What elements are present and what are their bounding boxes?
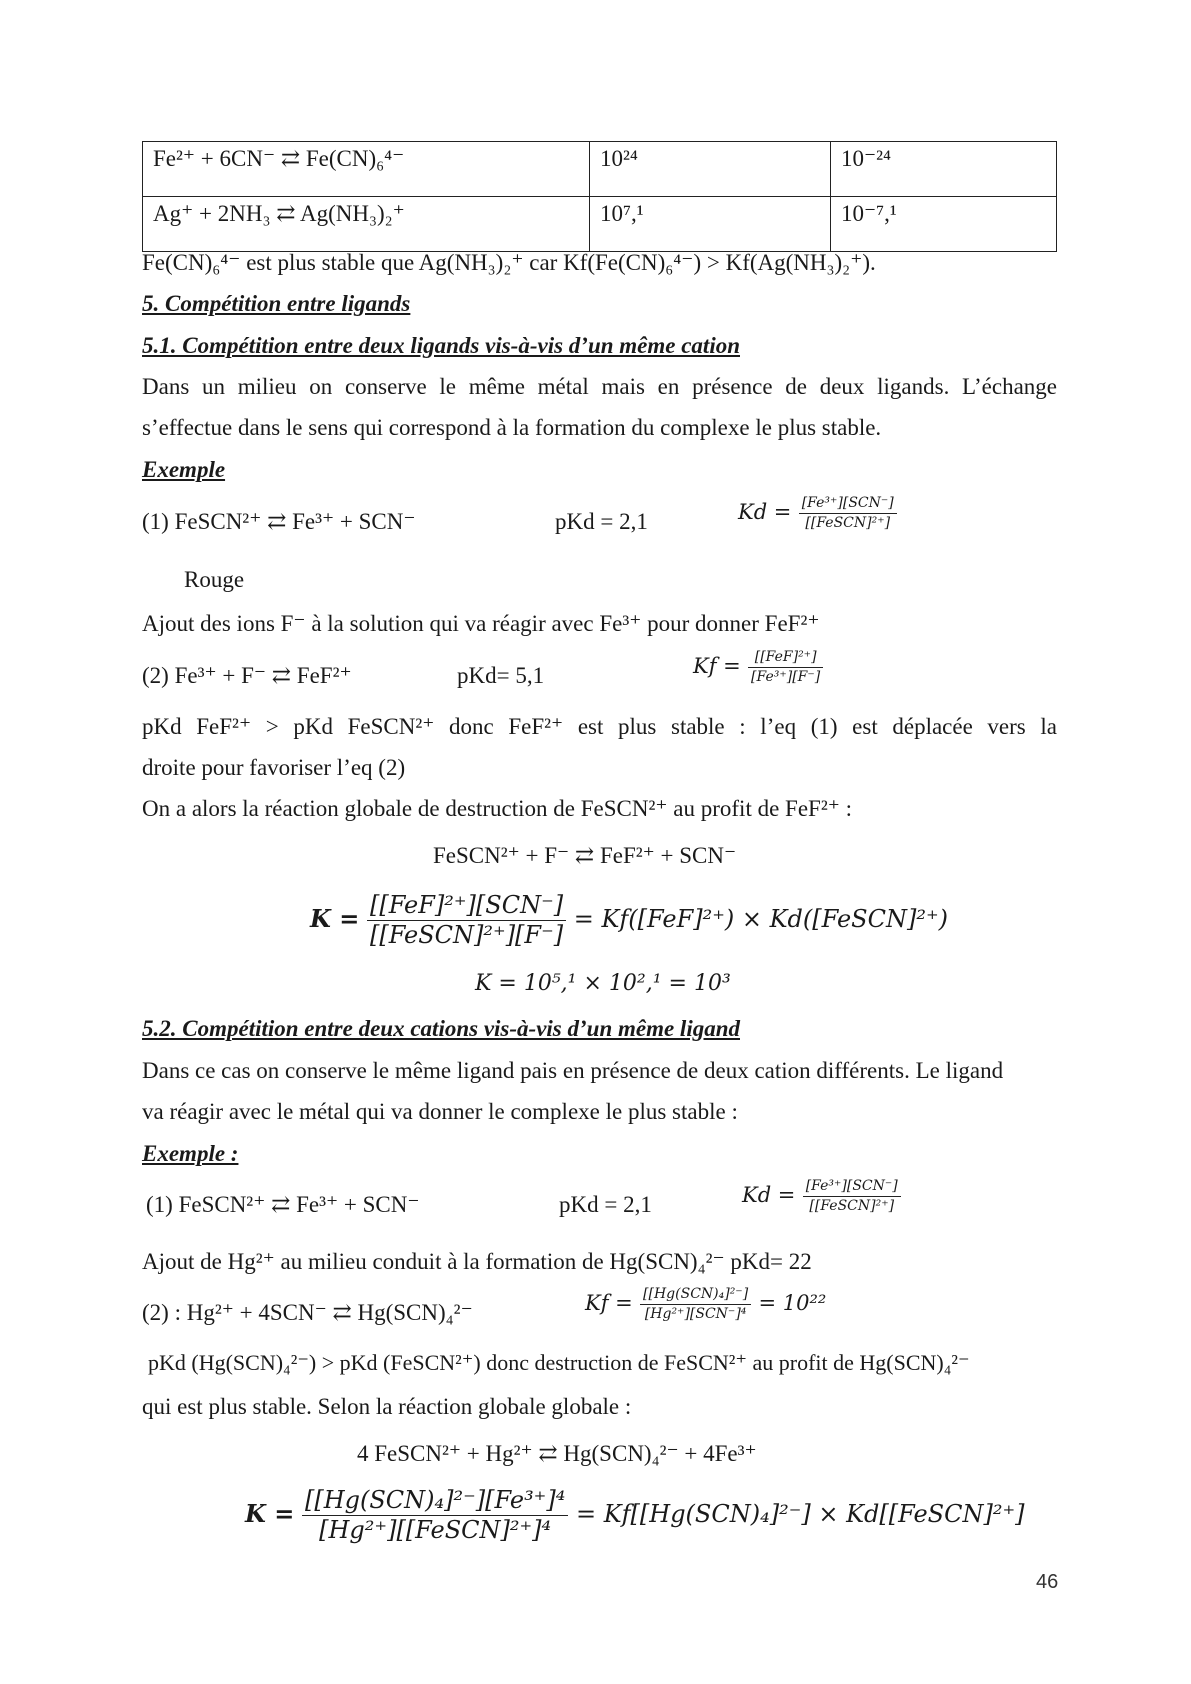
global-intro: On a alors la réaction globale de destruction de FeSCN²⁺ au profit de FeF²⁺ : xyxy=(142,796,853,821)
intro-line-1: Dans ce cas on conserve le même ligand pais en présence de deux cation différents. Le ligand xyxy=(142,1058,1004,1083)
kf-formula xyxy=(585,1287,826,1321)
compare-line-2: droite pour favoriser l’eq (2) xyxy=(142,755,406,780)
equation-1: (1) FeSCN²⁺ ⇄ Fe³⁺ + SCN⁻ xyxy=(146,1192,420,1217)
kd-symbol: Kd = xyxy=(742,1183,796,1208)
compare-line-2: qui est plus stable. Selon la réaction globale globale : xyxy=(142,1394,632,1419)
kd-cell: 10⁻⁷,¹ xyxy=(831,197,1057,252)
ajout-sentence: Ajout de Hg²⁺ au milieu conduit à la formation de Hg(SCN)₄²⁻ pKd= 22 xyxy=(142,1249,812,1274)
kf-symbol: Kf = xyxy=(693,654,741,679)
compare-line-1: pKd (Hg(SCN)₄²⁻) > pKd (FeSCN²⁺) donc destruction de FeSCN²⁺ au profit de Hg(SCN)₄²⁻ xyxy=(148,1350,970,1375)
kd-formula xyxy=(738,496,897,530)
k-value: K = 10⁵,¹ × 10²,¹ = 10³ xyxy=(475,971,731,996)
kd-cell: 10⁻²⁴ xyxy=(831,142,1057,197)
k-denominator: [Hg²⁺][[FeSCN]²⁺]⁴ xyxy=(319,1516,552,1545)
kd-formula xyxy=(742,1179,901,1213)
kf-cell: 10⁷,¹ xyxy=(590,197,831,252)
intro-line-2: va réagir avec le métal qui va donner le complexe le plus stable : xyxy=(142,1099,738,1124)
table-row xyxy=(143,142,1057,197)
section-5-1-title: 5.1. Compétition entre deux ligands vis-à-vis d’un même cation xyxy=(142,333,740,358)
kd-symbol: Kd = xyxy=(738,500,792,525)
equation-2: (2) : Hg²⁺ + 4SCN⁻ ⇄ Hg(SCN)₄²⁻ xyxy=(142,1300,473,1325)
stability-sentence: Fe(CN)₆⁴⁻ est plus stable que Ag(NH₃)₂⁺ car Kf(Fe(CN)₆⁴⁻) > Kf(Ag(NH₃)₂⁺). xyxy=(142,250,876,275)
k-product: = Kf[[Hg(SCN)₄]²⁻] × Kd[[FeSCN]²⁺] xyxy=(575,1500,1025,1529)
kd-denominator: [[FeSCN]²⁺] xyxy=(805,514,891,531)
kd-numerator: [Fe³⁺][SCN⁻] xyxy=(803,1179,901,1197)
kf-numerator: [[FeF]²⁺] xyxy=(748,650,823,668)
k-symbol: K = xyxy=(310,904,360,934)
k-symbol: K = xyxy=(245,1499,295,1529)
compare-line-1: pKd FeF²⁺ > pKd FeSCN²⁺ donc FeF²⁺ est plus stable : l’eq (1) est déplacée vers la xyxy=(142,714,1057,739)
intro-line-1: Dans un milieu on conserve le même métal mais en présence de deux ligands. L’échange xyxy=(142,374,1057,399)
table-row xyxy=(143,197,1057,252)
k-numerator: [[Hg(SCN)₄]²⁻][Fe³⁺]⁴ xyxy=(302,1488,568,1516)
kf-cell: 10²⁴ xyxy=(590,142,831,197)
equation-2: (2) Fe³⁺ + F⁻ ⇄ FeF²⁺ xyxy=(142,663,352,688)
kf-denominator: [Fe³⁺][F⁻] xyxy=(751,668,821,685)
k-formula xyxy=(245,1488,1024,1543)
example-label: Exemple : xyxy=(142,1141,239,1166)
k-product: = Kf([FeF]²⁺) × Kd([FeSCN]²⁺) xyxy=(573,905,948,934)
kf-numerator: [[Hg(SCN)₄]²⁻] xyxy=(640,1287,751,1305)
kf-symbol: Kf = xyxy=(585,1291,633,1316)
kd-numerator: [Fe³⁺][SCN⁻] xyxy=(799,496,897,514)
kd-denominator: [[FeSCN]²⁺] xyxy=(809,1197,895,1214)
ajout-sentence: Ajout des ions F⁻ à la solution qui va réagir avec Fe³⁺ pour donner FeF²⁺ xyxy=(142,611,820,636)
section-5-title: 5. Compétition entre ligands xyxy=(142,291,411,316)
reaction-cell: Ag⁺ + 2NH₃ ⇄ Ag(NH₃)₂⁺ xyxy=(143,197,590,252)
intro-line-2: s’effectue dans le sens qui correspond à la formation du complexe le plus stable. xyxy=(142,415,882,440)
pkd-value: pKd = 2,1 xyxy=(555,509,648,534)
kf-formula xyxy=(693,650,823,684)
constants-table xyxy=(142,141,1057,252)
pkd-value: pKd= 5,1 xyxy=(457,663,545,688)
global-equation: 4 FeSCN²⁺ + Hg²⁺ ⇄ Hg(SCN)₄²⁻ + 4Fe³⁺ xyxy=(357,1441,757,1466)
k-denominator: [[FeSCN]²⁺][F⁻] xyxy=(369,921,564,950)
global-equation: FeSCN²⁺ + F⁻ ⇄ FeF²⁺ + SCN⁻ xyxy=(433,843,737,868)
kf-denominator: [Hg²⁺][SCN⁻]⁴ xyxy=(644,1305,747,1322)
color-note: Rouge xyxy=(184,567,245,592)
example-label: Exemple xyxy=(142,457,226,482)
section-5-2-title: 5.2. Compétition entre deux cations vis-à-vis d’un même ligand xyxy=(142,1016,740,1041)
page-number: 46 xyxy=(1036,1571,1059,1593)
equation-1: (1) FeSCN²⁺ ⇄ Fe³⁺ + SCN⁻ xyxy=(142,509,416,534)
k-numerator: [[FeF]²⁺][SCN⁻] xyxy=(367,893,566,921)
k-formula xyxy=(310,893,948,948)
kf-value: = 10²² xyxy=(758,1291,827,1316)
pkd-value: pKd = 2,1 xyxy=(559,1192,652,1217)
reaction-cell: Fe²⁺ + 6CN⁻ ⇄ Fe(CN)₆⁴⁻ xyxy=(143,142,590,197)
